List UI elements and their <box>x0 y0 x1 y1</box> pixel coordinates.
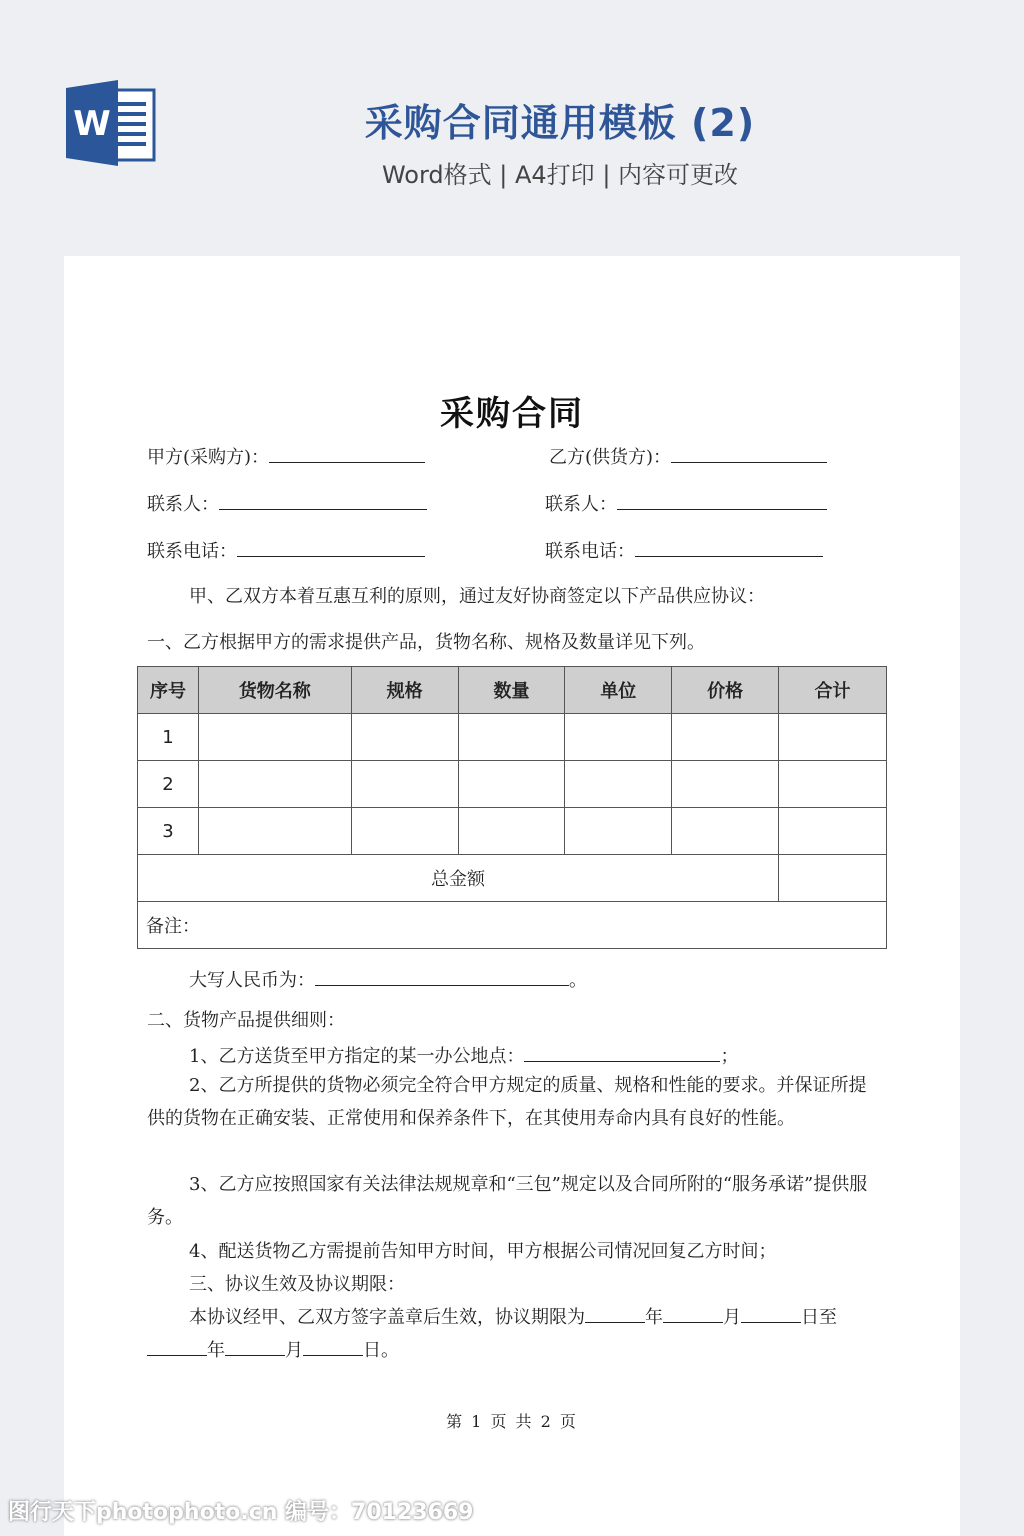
section-2-heading: 二、货物产品提供细则： <box>147 1010 345 1031</box>
phone-a-blank[interactable] <box>237 538 425 557</box>
capital-blank[interactable] <box>315 967 569 986</box>
capital-label: 大写人民币为： <box>189 970 315 991</box>
party-a-line <box>147 444 425 469</box>
table-header-row <box>138 667 887 714</box>
total-label: 总金额 <box>138 855 779 902</box>
table-cell[interactable] <box>565 808 672 855</box>
capital-end: 。 <box>569 970 587 991</box>
day-end-text: 日。 <box>363 1340 399 1361</box>
contact-a-line <box>147 491 427 516</box>
banner-subtitle: Word格式 | A4打印 | 内容可更改 <box>381 161 739 189</box>
section-3-heading: 三、协议生效及协议期限： <box>189 1274 405 1295</box>
capital-line <box>189 967 587 992</box>
table-cell[interactable] <box>672 808 779 855</box>
header-cell: 价格 <box>672 667 779 714</box>
contact-a-label: 联系人： <box>147 494 219 515</box>
table-cell[interactable] <box>672 714 779 761</box>
watermark: 图行天下photophoto.cn 编号：70123669 <box>8 1500 474 1525</box>
item-1-line <box>189 1043 738 1068</box>
start-year-blank[interactable] <box>585 1304 645 1323</box>
item-4-text: 4、配送货物乙方需提前告知甲方时间，甲方根据公司情况回复乙方时间； <box>189 1241 777 1262</box>
row-number: 2 <box>138 761 199 808</box>
table-row <box>138 808 887 855</box>
svg-text:W: W <box>73 104 111 144</box>
row-number: 3 <box>138 808 199 855</box>
table-cell[interactable] <box>458 714 565 761</box>
end-year-blank[interactable] <box>147 1337 207 1356</box>
document-title: 采购合同 <box>440 394 584 434</box>
table-cell[interactable] <box>351 714 458 761</box>
header-cell: 货物名称 <box>198 667 351 714</box>
table-cell[interactable] <box>779 761 887 808</box>
row-number: 1 <box>138 714 199 761</box>
header-cell: 序号 <box>138 667 199 714</box>
term-paragraph <box>147 1301 883 1367</box>
phone-a-line <box>147 538 425 563</box>
table-cell[interactable] <box>351 761 458 808</box>
phone-b-blank[interactable] <box>635 538 823 557</box>
item-1-blank[interactable] <box>524 1043 720 1062</box>
end-month-blank[interactable] <box>225 1337 285 1356</box>
term-start: 本协议经甲、乙双方签字盖章后生效，协议期限为 <box>189 1307 585 1328</box>
table-row <box>138 761 887 808</box>
total-row <box>138 855 887 902</box>
table-cell[interactable] <box>198 714 351 761</box>
phone-b-label: 联系电话： <box>545 541 635 562</box>
remark-label[interactable]: 备注： <box>138 902 887 949</box>
item-2-text: 2、乙方所提供的货物必须完全符合甲方规定的质量、规格和性能的要求。并保证所提供的货物在正确安装、正常使用和保养条件下，在其使用寿命内具有良好的性能。 <box>147 1075 867 1129</box>
table-row <box>138 714 887 761</box>
header-cell: 合计 <box>779 667 887 714</box>
month-unit: 月 <box>723 1307 741 1328</box>
intro-text: 甲、乙双方本着互惠互利的原则，通过友好协商签定以下产品供应协议： <box>189 586 765 607</box>
phone-a-label: 联系电话： <box>147 541 237 562</box>
header-cell: 单位 <box>565 667 672 714</box>
word-icon <box>62 80 158 166</box>
party-a-label: 甲方(采购方)： <box>147 447 270 468</box>
table-cell[interactable] <box>672 761 779 808</box>
table-cell[interactable] <box>198 808 351 855</box>
table-cell[interactable] <box>565 761 672 808</box>
item-1-label: 1、乙方送货至甲方指定的某一办公地点： <box>189 1046 525 1067</box>
contact-b-line <box>545 491 827 516</box>
day-to-text: 日至 <box>801 1307 837 1328</box>
item-1-end: ； <box>720 1046 739 1067</box>
table-cell[interactable] <box>779 714 887 761</box>
contact-a-blank[interactable] <box>219 491 427 510</box>
header-cell: 数量 <box>458 667 565 714</box>
document-page <box>64 256 960 1536</box>
page-footer: 第 1 页 共 2 页 <box>446 1412 578 1431</box>
header-cell: 规格 <box>351 667 458 714</box>
table-cell[interactable] <box>351 808 458 855</box>
table-cell[interactable] <box>565 714 672 761</box>
phone-b-line <box>545 538 823 563</box>
table-cell[interactable] <box>458 761 565 808</box>
contact-b-label: 联系人： <box>545 494 617 515</box>
party-b-label: 乙方(供货方)： <box>549 447 672 468</box>
end-day-blank[interactable] <box>303 1337 363 1356</box>
year-unit: 年 <box>207 1340 225 1361</box>
banner-title: 采购合同通用模板 (2) <box>364 101 756 145</box>
table-cell[interactable] <box>198 761 351 808</box>
contact-b-blank[interactable] <box>617 491 827 510</box>
item-3-text: 3、乙方应按照国家有关法律法规规章和“三包”规定以及合同所附的“服务承诺”提供服务。 <box>147 1174 868 1228</box>
total-value-cell[interactable] <box>779 855 887 902</box>
section-1-heading: 一、乙方根据甲方的需求提供产品，货物名称、规格及数量详见下列。 <box>147 632 705 653</box>
party-b-line <box>549 444 827 469</box>
year-unit: 年 <box>645 1307 663 1328</box>
table-cell[interactable] <box>458 808 565 855</box>
party-a-blank[interactable] <box>269 444 425 463</box>
month-unit: 月 <box>285 1340 303 1361</box>
party-b-blank[interactable] <box>671 444 827 463</box>
start-day-blank[interactable] <box>741 1304 801 1323</box>
goods-table <box>137 666 887 949</box>
start-month-blank[interactable] <box>663 1304 723 1323</box>
remark-row <box>138 902 887 949</box>
table-cell[interactable] <box>779 808 887 855</box>
